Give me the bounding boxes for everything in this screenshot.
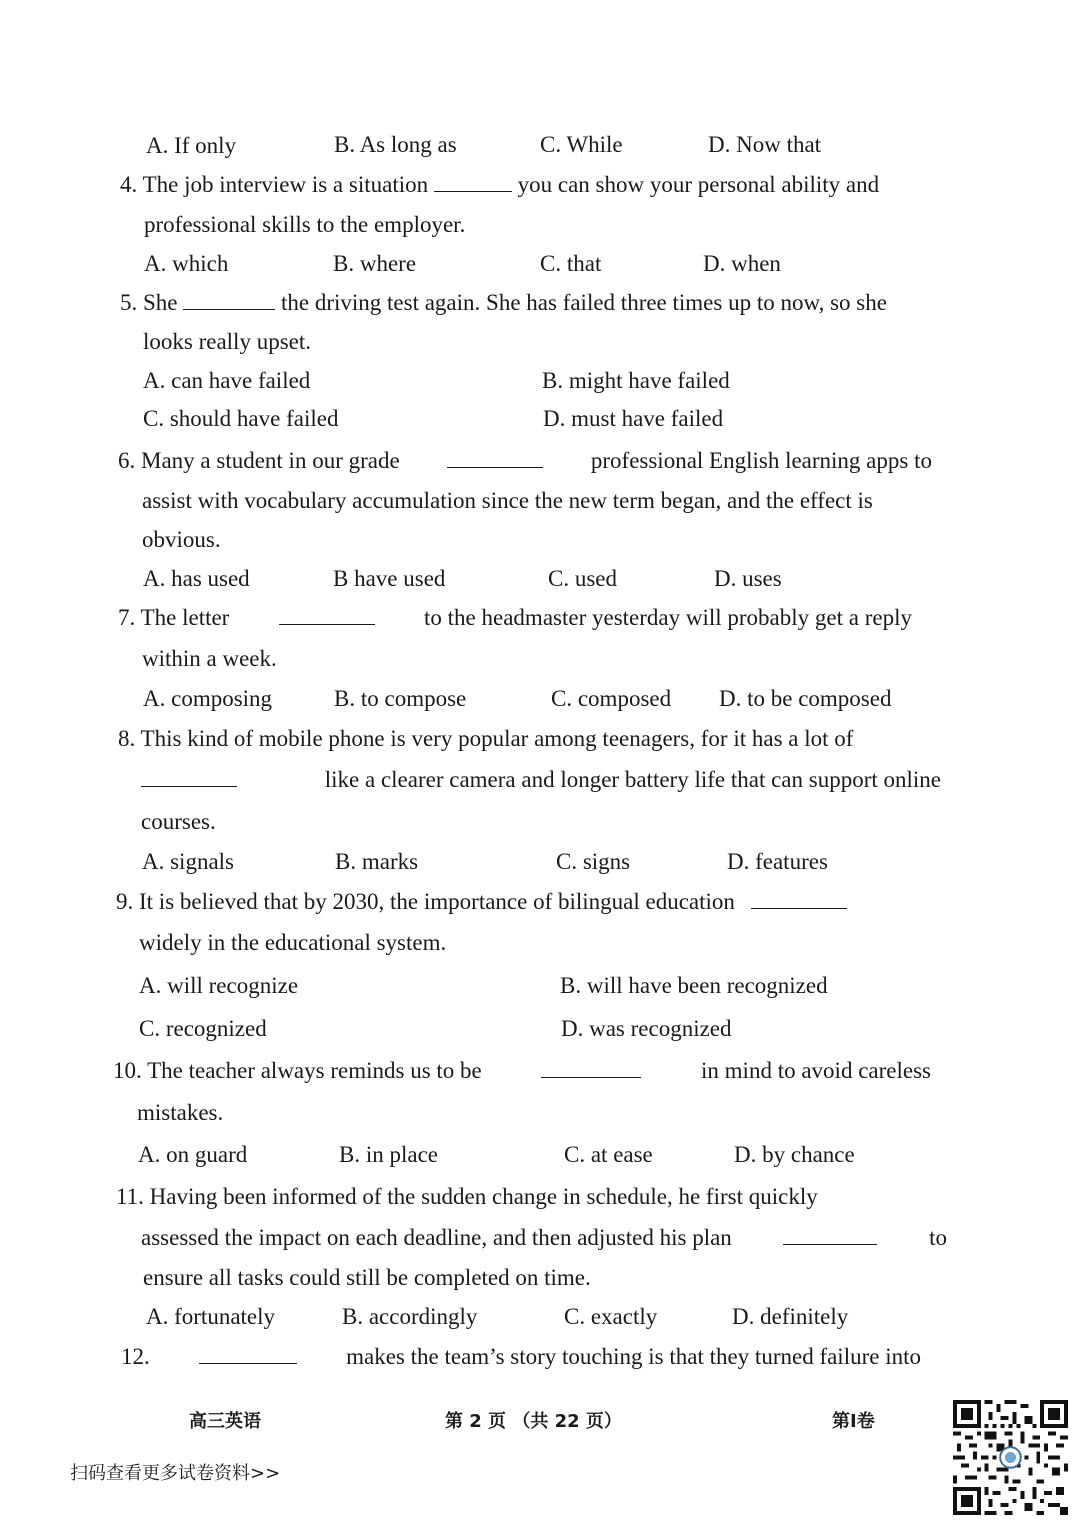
- q6-option-c: C. used: [548, 566, 617, 591]
- q7-option-c: C. composed: [551, 686, 672, 711]
- q4-option-c: C. that: [540, 251, 602, 276]
- q3-option-b: B. As long as: [334, 132, 457, 157]
- q3-option-a: A. If only: [146, 133, 237, 158]
- q12-stem-line1: 12. makes the team’s story touching is that they turned failure into: [121, 1344, 921, 1369]
- scan-prompt-text: 扫码查看更多试卷资料>>: [70, 1463, 281, 1484]
- q10-stem-line1: 10. The teacher always reminds us to be in mind to avoid careless: [113, 1058, 931, 1083]
- q4-option-b: B. where: [333, 251, 417, 276]
- q5-stem-line2: looks really upset.: [143, 329, 311, 354]
- q10-option-d: D. by chance: [734, 1142, 855, 1167]
- q6-stem-line2: assist with vocabulary accumulation since the new term began, and the effect is: [142, 488, 873, 513]
- answer-blank: [434, 173, 512, 192]
- q6-option-b: B have used: [333, 566, 446, 591]
- q8-option-a: A. signals: [142, 849, 234, 874]
- q9-stem-line2: widely in the educational system.: [139, 930, 447, 955]
- q7-option-a: A. composing: [143, 686, 273, 711]
- q7-stem-line2: within a week.: [142, 646, 277, 671]
- q10-option-a: A. on guard: [138, 1142, 248, 1167]
- answer-blank: [541, 1059, 641, 1078]
- q8-option-d: D. features: [727, 849, 828, 874]
- q8-option-b: B. marks: [335, 849, 419, 874]
- answer-blank: [183, 291, 275, 310]
- q10-stem-line2: mistakes.: [137, 1100, 224, 1125]
- answer-blank: [199, 1345, 297, 1364]
- q9-stem-line1: 9. It is believed that by 2030, the importance of bilingual education: [116, 890, 847, 913]
- q3-option-d: D. Now that: [708, 132, 822, 157]
- q4-option-d: D. when: [703, 251, 781, 276]
- q11-option-b: B. accordingly: [342, 1304, 478, 1329]
- q6-option-d: D. uses: [714, 566, 782, 591]
- q3-option-c: C. While: [540, 132, 623, 157]
- q4-stem-line2: professional skills to the employer.: [144, 212, 466, 237]
- answer-blank: [279, 606, 375, 625]
- answer-blank: [447, 449, 543, 468]
- q9-option-a: A. will recognize: [139, 973, 299, 998]
- footer-subject: 高三英语: [189, 1411, 261, 1432]
- answer-blank: [751, 890, 847, 909]
- q8-stem-line2: like a clearer camera and longer battery life that can support online: [141, 768, 941, 791]
- q9-option-c: C. recognized: [139, 1016, 267, 1041]
- q10-option-b: B. in place: [339, 1142, 438, 1167]
- q7-option-d: D. to be composed: [719, 686, 892, 711]
- q6-stem-line3: obvious.: [142, 527, 221, 552]
- q4-option-a: A. which: [144, 251, 229, 276]
- q11-stem-line1: 11. Having been informed of the sudden change in schedule, he first quickly: [116, 1184, 818, 1209]
- q11-option-c: C. exactly: [564, 1304, 658, 1329]
- q7-option-b: B. to compose: [334, 686, 467, 711]
- q8-stem-line1: 8. This kind of mobile phone is very popular among teenagers, for it has a lot of: [118, 726, 854, 751]
- q9-option-d: D. was recognized: [561, 1016, 732, 1041]
- q10-option-c: C. at ease: [564, 1142, 653, 1167]
- footer-page-number: 第 2 页 （共 22 页）: [445, 1411, 622, 1432]
- q9-option-b: B. will have been recognized: [560, 973, 828, 998]
- q11-stem-line2: assessed the impact on each deadline, and then adjusted his plan to: [141, 1225, 947, 1250]
- q5-stem-line1: 5. She the driving test again. She has failed three times up to now, so she: [120, 290, 887, 315]
- q5-option-c: C. should have failed: [143, 406, 339, 431]
- q4-stem-line1: 4. The job interview is a situation you can show your personal ability and: [120, 172, 880, 197]
- q6-option-a: A. has used: [143, 566, 250, 591]
- q11-option-a: A. fortunately: [146, 1304, 276, 1329]
- q5-option-b: B. might have failed: [542, 368, 730, 393]
- answer-blank: [141, 768, 237, 787]
- footer-volume: 第I卷: [832, 1411, 875, 1432]
- q11-option-d: D. definitely: [732, 1304, 849, 1329]
- q5-option-a: A. can have failed: [143, 368, 311, 393]
- answer-blank: [783, 1226, 877, 1245]
- q8-option-c: C. signs: [556, 849, 631, 874]
- qr-code-icon[interactable]: [953, 1400, 1068, 1515]
- q11-stem-line3: ensure all tasks could still be completed on time.: [143, 1265, 591, 1290]
- q8-stem-line3: courses.: [141, 809, 216, 834]
- q5-option-d: D. must have failed: [543, 406, 724, 431]
- q6-stem-line1: 6. Many a student in our grade professional English learning apps to: [118, 448, 932, 473]
- q7-stem-line1: 7. The letter to the headmaster yesterday will probably get a reply: [118, 605, 912, 630]
